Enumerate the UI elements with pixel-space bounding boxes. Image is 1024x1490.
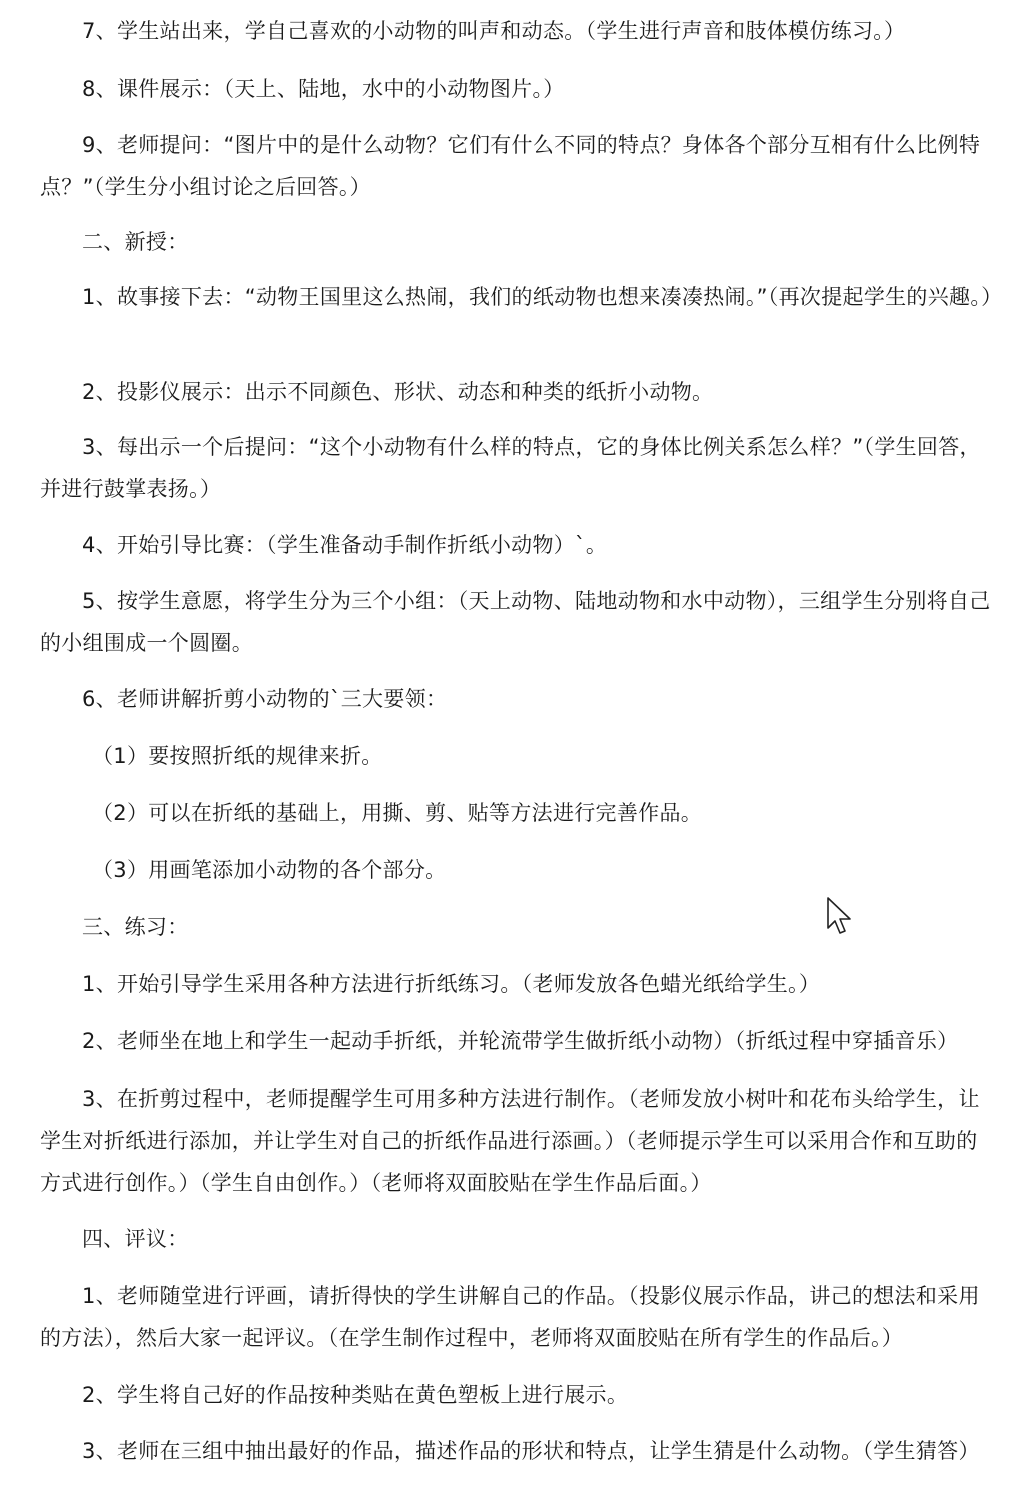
paragraph-new-6: 6、老师讲解折剪小动物的`三大要领：	[82, 687, 448, 711]
paragraph-step-7: 7、学生站出来，学自己喜欢的小动物的叫声和动态。（学生进行声音和肢体模仿练习。）	[82, 19, 906, 43]
paragraph-practice-1: 1、开始引导学生采用各种方法进行折纸练习。（老师发放各色蜡光纸给学生。）	[82, 972, 821, 996]
paragraph-step-9: 9、老师提问：“图片中的是什么动物？它们有什么不同的特点？身体各个部分互相有什么比例特点？”（学生分小组讨论之后回答。）	[40, 133, 981, 199]
paragraph-new-1: 1、故事接下去：“动物王国里这么热闹，我们的纸动物也想来凑凑热闹。”（再次提起学生的兴趣。）	[82, 285, 1003, 309]
paragraph-new-2: 2、投影仪展示：出示不同颜色、形状、动态和种类的纸折小动物。	[82, 380, 714, 404]
sub-item-3: （3）用画笔添加小动物的各个部分。	[92, 858, 447, 882]
paragraph-new-5: 5、按学生意愿，将学生分为三个小组：（天上动物、陆地动物和水中动物），三组学生分别将自己的小组围成一个圆圈。	[40, 589, 991, 655]
paragraph-practice-3: 3、在折剪过程中，老师提醒学生可用多种方法进行制作。（老师发放小树叶和花布头给学生，让学生对折纸进行添加，并让学生对自己的折纸作品进行添画。）（老师提示学生可以采用合作和互助的方式进行创作。）（学生自由创作。）（老师将双面胶贴在学生作品后面。）	[40, 1087, 980, 1195]
paragraph-review-3: 3、老师在三组中抽出最好的作品，描述作品的形状和特点，让学生猜是什么动物。（学生猜答）	[82, 1439, 980, 1463]
paragraph-new-4: 4、开始引导比赛：（学生准备动手制作折纸小动物）`。	[82, 533, 608, 557]
section-heading-new-lesson: 二、新授：	[82, 230, 189, 254]
sub-item-1: （1）要按照折纸的规律来折。	[92, 744, 383, 768]
mouse-pointer-icon	[826, 896, 852, 936]
paragraph-step-8: 8、课件展示：（天上、陆地，水中的小动物图片。）	[82, 77, 565, 101]
paragraph-review-2: 2、学生将自己好的作品按种类贴在黄色塑板上进行展示。	[82, 1383, 629, 1407]
section-heading-review: 四、评议：	[82, 1227, 189, 1251]
section-heading-practice: 三、练习：	[82, 915, 189, 939]
sub-item-2: （2）可以在折纸的基础上，用撕、剪、贴等方法进行完善作品。	[92, 801, 703, 825]
paragraph-review-1: 1、老师随堂进行评画，请折得快的学生讲解自己的作品。（投影仪展示作品，讲己的想法和采用的方法），然后大家一起评议。（在学生制作过程中，老师将双面胶贴在所有学生的作品后。）	[40, 1284, 980, 1350]
paragraph-practice-2: 2、老师坐在地上和学生一起动手折纸，并轮流带学生做折纸小动物）（折纸过程中穿插音乐）	[82, 1029, 959, 1053]
paragraph-new-3: 3、每出示一个后提问：“这个小动物有什么样的特点，它的身体比例关系怎么样？”（学生回答，并进行鼓掌表扬。）	[40, 435, 981, 501]
